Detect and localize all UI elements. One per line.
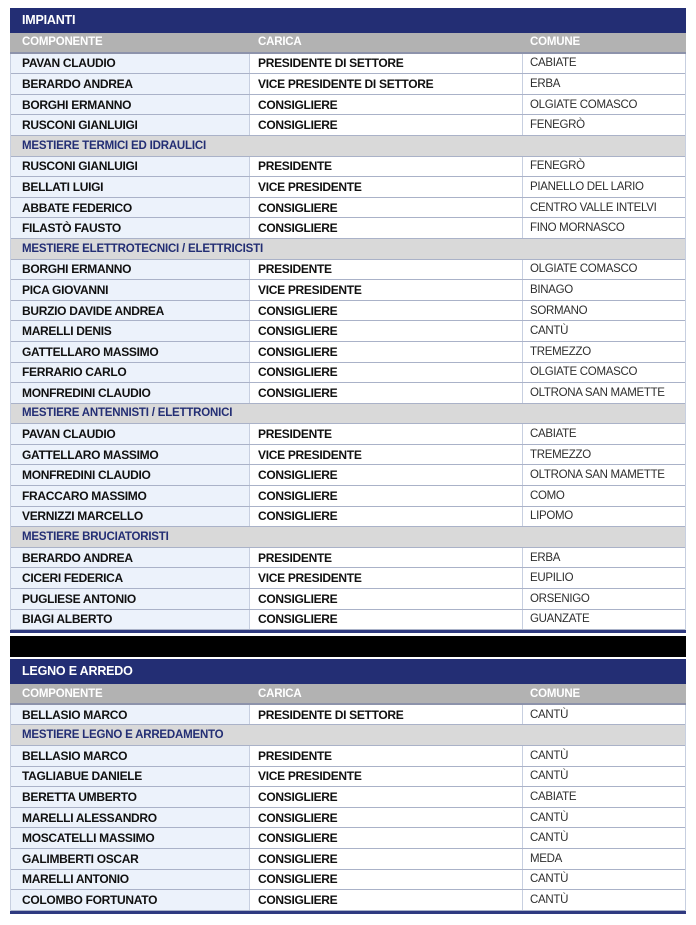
cell-carica: CONSIGLIERE — [249, 828, 522, 848]
cell-comune: OLGIATE COMASCO — [522, 95, 685, 115]
cell-componente: GALIMBERTI OSCAR — [11, 849, 249, 869]
cell-carica: CONSIGLIERE — [249, 218, 522, 238]
cell-comune: CANTÙ — [522, 767, 685, 787]
cell-carica: CONSIGLIERE — [249, 363, 522, 383]
cell-comune: CANTÙ — [522, 890, 685, 910]
cell-componente: CICERI FEDERICA — [11, 568, 249, 588]
cell-componente: BIAGI ALBERTO — [11, 610, 249, 630]
cell-comune: CABIATE — [522, 54, 685, 74]
table-row — [11, 321, 685, 342]
table-row — [11, 280, 685, 301]
cell-comune: SORMANO — [522, 301, 685, 321]
cell-comune: CANTÙ — [522, 746, 685, 766]
cell-componente: VERNIZZI MARCELLO — [11, 507, 249, 527]
cell-comune: COMO — [522, 486, 685, 506]
cell-componente: MARELLI ANTONIO — [11, 870, 249, 890]
table-row — [11, 95, 685, 116]
cell-carica: CONSIGLIERE — [249, 198, 522, 218]
cell-carica: PRESIDENTE — [249, 746, 522, 766]
cell-componente: BELLASIO MARCO — [11, 746, 249, 766]
cell-carica: CONSIGLIERE — [249, 115, 522, 135]
table-row — [11, 507, 685, 528]
cell-componente: PAVAN CLAUDIO — [11, 424, 249, 444]
cell-componente: MARELLI ALESSANDRO — [11, 808, 249, 828]
cell-componente: TAGLIABUE DANIELE — [11, 767, 249, 787]
cell-carica: CONSIGLIERE — [249, 342, 522, 362]
cell-componente: FERRARIO CARLO — [11, 363, 249, 383]
table-bottom-border — [10, 911, 686, 914]
mestiere-section-header: MESTIERE ELETTROTECNICI / ELETTRICISTI — [11, 239, 685, 260]
cell-comune: FINO MORNASCO — [522, 218, 685, 238]
table-row — [11, 465, 685, 486]
table-row — [11, 260, 685, 281]
cell-comune: ERBA — [522, 548, 685, 568]
cell-componente: MONFREDINI CLAUDIO — [11, 465, 249, 485]
column-header-componente: COMPONENTE — [22, 687, 103, 700]
table-row — [11, 342, 685, 363]
cell-carica: CONSIGLIERE — [249, 301, 522, 321]
cell-componente: COLOMBO FORTUNATO — [11, 890, 249, 910]
cell-componente: GATTELLARO MASSIMO — [11, 445, 249, 465]
table-body — [10, 705, 686, 911]
mestiere-section-header: MESTIERE ANTENNISTI / ELETTRONICI — [11, 404, 685, 425]
table-row — [11, 870, 685, 891]
sector-table-legno-e-arredo — [10, 659, 686, 914]
table-row — [11, 383, 685, 404]
table-row — [11, 828, 685, 849]
table-row — [11, 808, 685, 829]
cell-comune: OLTRONA SAN MAMETTE — [522, 383, 685, 403]
table-body — [10, 54, 686, 631]
table-row — [11, 890, 685, 911]
cell-carica: CONSIGLIERE — [249, 383, 522, 403]
cell-componente: BERETTA UMBERTO — [11, 787, 249, 807]
cell-componente: BELLATI LUIGI — [11, 177, 249, 197]
table-row — [11, 301, 685, 322]
cell-carica: CONSIGLIERE — [249, 486, 522, 506]
cell-comune: OLTRONA SAN MAMETTE — [522, 465, 685, 485]
cell-componente: BORGHI ERMANNO — [11, 95, 249, 115]
cell-componente: PAVAN CLAUDIO — [11, 54, 249, 74]
cell-componente: MOSCATELLI MASSIMO — [11, 828, 249, 848]
cell-comune: CANTÙ — [522, 828, 685, 848]
cell-comune: CANTÙ — [522, 870, 685, 890]
cell-carica: CONSIGLIERE — [249, 589, 522, 609]
table-row — [11, 705, 685, 726]
cell-carica: CONSIGLIERE — [249, 465, 522, 485]
cell-componente: MARELLI DENIS — [11, 321, 249, 341]
table-row — [11, 787, 685, 808]
table-row — [11, 157, 685, 178]
separator-bar — [10, 636, 686, 657]
table-row — [11, 610, 685, 631]
cell-carica: CONSIGLIERE — [249, 787, 522, 807]
table-row — [11, 849, 685, 870]
table-bottom-border — [10, 630, 686, 633]
cell-comune: CENTRO VALLE INTELVI — [522, 198, 685, 218]
cell-componente: RUSCONI GIANLUIGI — [11, 115, 249, 135]
table-row — [11, 568, 685, 589]
cell-componente: FILASTÒ FAUSTO — [11, 218, 249, 238]
cell-comune: FENEGRÒ — [522, 115, 685, 135]
cell-componente: PUGLIESE ANTONIO — [11, 589, 249, 609]
mestiere-section-header: MESTIERE TERMICI ED IDRAULICI — [11, 136, 685, 157]
cell-componente: BERARDO ANDREA — [11, 548, 249, 568]
cell-comune: ORSENIGO — [522, 589, 685, 609]
cell-comune: GUANZATE — [522, 610, 685, 630]
cell-carica: PRESIDENTE — [249, 548, 522, 568]
column-header-carica: CARICA — [258, 687, 302, 700]
cell-componente: MONFREDINI CLAUDIO — [11, 383, 249, 403]
cell-carica: VICE PRESIDENTE — [249, 568, 522, 588]
cell-carica: VICE PRESIDENTE — [249, 280, 522, 300]
cell-comune: CANTÙ — [522, 321, 685, 341]
table-row — [11, 54, 685, 75]
table-row — [11, 198, 685, 219]
table-row — [11, 589, 685, 610]
cell-carica: PRESIDENTE — [249, 424, 522, 444]
cell-comune: TREMEZZO — [522, 342, 685, 362]
cell-carica: VICE PRESIDENTE — [249, 177, 522, 197]
cell-comune: EUPILIO — [522, 568, 685, 588]
cell-comune: ERBA — [522, 74, 685, 94]
cell-carica: CONSIGLIERE — [249, 95, 522, 115]
cell-componente: PICA GIOVANNI — [11, 280, 249, 300]
cell-comune: BINAGO — [522, 280, 685, 300]
cell-carica: VICE PRESIDENTE — [249, 767, 522, 787]
table-row — [11, 548, 685, 569]
table-row — [11, 486, 685, 507]
cell-carica: CONSIGLIERE — [249, 610, 522, 630]
cell-componente: FRACCARO MASSIMO — [11, 486, 249, 506]
sector-table-impianti — [10, 8, 686, 633]
cell-componente: BURZIO DAVIDE ANDREA — [11, 301, 249, 321]
cell-componente: BELLASIO MARCO — [11, 705, 249, 725]
cell-comune: CANTÙ — [522, 705, 685, 725]
column-header-comune: COMUNE — [530, 36, 580, 49]
cell-carica: CONSIGLIERE — [249, 808, 522, 828]
table-row — [11, 363, 685, 384]
cell-carica: CONSIGLIERE — [249, 507, 522, 527]
cell-carica: VICE PRESIDENTE DI SETTORE — [249, 74, 522, 94]
document-page — [10, 8, 686, 914]
cell-componente: BORGHI ERMANNO — [11, 260, 249, 280]
table-row — [11, 74, 685, 95]
cell-carica: PRESIDENTE DI SETTORE — [249, 54, 522, 74]
table-row — [11, 445, 685, 466]
cell-carica: PRESIDENTE DI SETTORE — [249, 705, 522, 725]
table-row — [11, 424, 685, 445]
cell-comune: FENEGRÒ — [522, 157, 685, 177]
table-row — [11, 177, 685, 198]
cell-comune: CABIATE — [522, 787, 685, 807]
cell-componente: RUSCONI GIANLUIGI — [11, 157, 249, 177]
table-row — [11, 218, 685, 239]
cell-carica: PRESIDENTE — [249, 157, 522, 177]
column-header-componente: COMPONENTE — [22, 36, 103, 49]
table-row — [11, 746, 685, 767]
cell-comune: PIANELLO DEL LARIO — [522, 177, 685, 197]
cell-comune: OLGIATE COMASCO — [522, 260, 685, 280]
cell-carica: PRESIDENTE — [249, 260, 522, 280]
column-header-comune: COMUNE — [530, 687, 580, 700]
cell-componente: GATTELLARO MASSIMO — [11, 342, 249, 362]
cell-carica: VICE PRESIDENTE — [249, 445, 522, 465]
cell-carica: CONSIGLIERE — [249, 849, 522, 869]
sector-title-bar: IMPIANTI — [10, 8, 686, 33]
cell-carica: CONSIGLIERE — [249, 321, 522, 341]
table-header-row — [10, 33, 686, 54]
cell-componente: ABBATE FEDERICO — [11, 198, 249, 218]
table-row — [11, 767, 685, 788]
cell-comune: TREMEZZO — [522, 445, 685, 465]
mestiere-section-header: MESTIERE BRUCIATORISTI — [11, 527, 685, 548]
cell-carica: CONSIGLIERE — [249, 870, 522, 890]
cell-comune: CABIATE — [522, 424, 685, 444]
cell-carica: CONSIGLIERE — [249, 890, 522, 910]
column-header-carica: CARICA — [258, 36, 302, 49]
sector-title-bar: LEGNO E ARREDO — [10, 659, 686, 684]
cell-comune: CANTÙ — [522, 808, 685, 828]
mestiere-section-header: MESTIERE LEGNO E ARREDAMENTO — [11, 725, 685, 746]
cell-componente: BERARDO ANDREA — [11, 74, 249, 94]
cell-comune: OLGIATE COMASCO — [522, 363, 685, 383]
cell-comune: MEDA — [522, 849, 685, 869]
table-header-row — [10, 684, 686, 705]
table-row — [11, 115, 685, 136]
cell-comune: LIPOMO — [522, 507, 685, 527]
